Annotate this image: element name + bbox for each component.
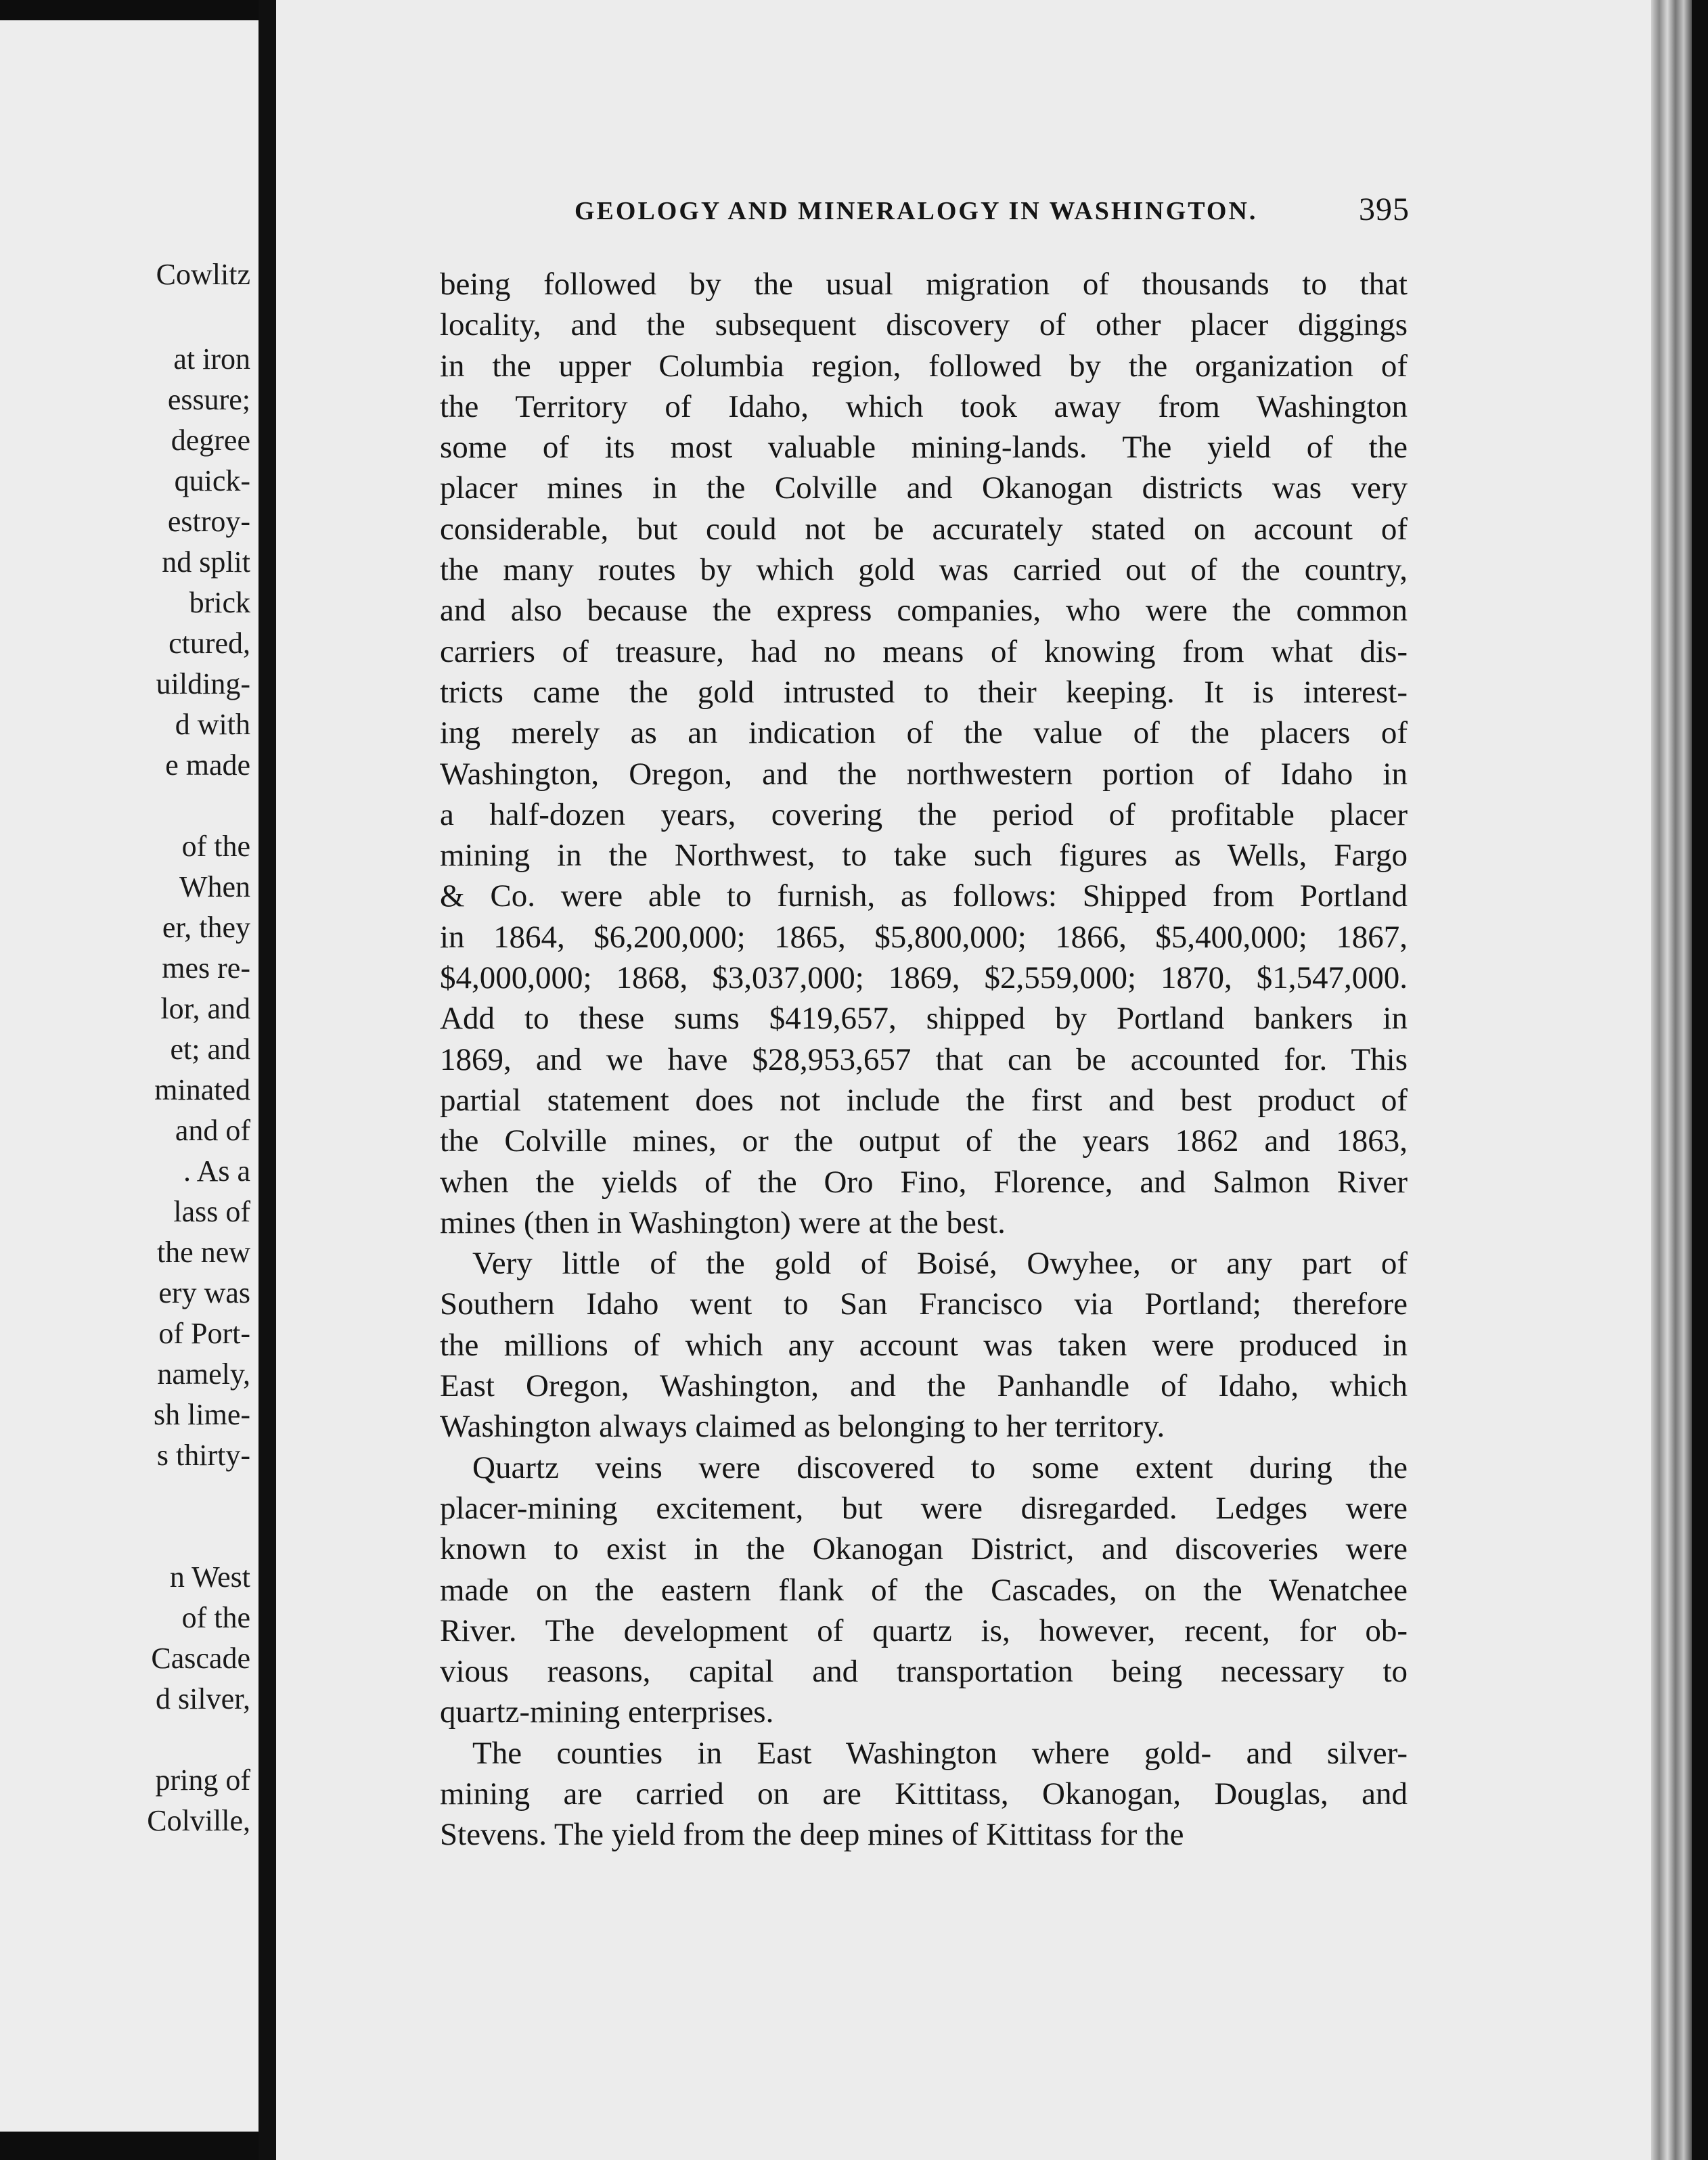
facing-page-line: Colville,	[147, 1804, 250, 1837]
facing-page-line: quick-	[174, 464, 250, 497]
book-gutter	[259, 0, 276, 2160]
text-line: ing merely as an indication of the value of the placers of	[440, 715, 1408, 751]
facing-page-line: brick	[189, 586, 250, 619]
text-line: mines (then in Washington) were at the best.	[440, 1205, 1006, 1240]
facing-page-line: lass of	[173, 1195, 250, 1228]
text-line: Washington always claimed as belonging to her territory.	[440, 1409, 1165, 1445]
text-line: 1869, and we have $28,953,657 that can be accounted for. This	[440, 1041, 1408, 1077]
text-line: The counties in East Washington where gold- and silver-	[472, 1735, 1408, 1771]
text-line: mining in the Northwest, to take such figures as Wells, Fargo	[440, 838, 1408, 874]
facing-page-line: e made	[165, 748, 250, 782]
text-line: the Territory of Idaho, which took away from Washington	[440, 388, 1408, 424]
text-line: made on the eastern flank of the Cascades, on the Wenatchee	[440, 1572, 1408, 1608]
facing-page-line: minated	[154, 1073, 250, 1106]
text-line: placer mines in the Colville and Okanogan districts was very	[440, 470, 1408, 506]
text-line: Add to these sums $419,657, shipped by Portland bankers in	[440, 1001, 1408, 1037]
page-edges	[1651, 0, 1692, 2160]
facing-page-line: er, they	[162, 911, 250, 944]
facing-page-line: d with	[175, 708, 250, 741]
facing-page-line: When	[179, 870, 250, 903]
facing-page-line: estroy-	[167, 505, 250, 538]
facing-page	[0, 20, 259, 2132]
text-line: East Oregon, Washington, and the Panhandle of Idaho, which	[440, 1368, 1408, 1404]
text-line: a half-dozen years, covering the period of profitable placer	[440, 796, 1408, 832]
text-line: considerable, but could not be accurately stated on account of	[440, 511, 1408, 547]
facing-page-line: degree	[171, 424, 250, 457]
facing-page-line: d silver,	[156, 1682, 250, 1715]
text-line: partial statement does not include the first and best product of	[440, 1082, 1408, 1118]
text-line: Quartz veins were discovered to some extent during the	[472, 1449, 1408, 1485]
text-line: the millions of which any account was taken were produced in	[440, 1327, 1408, 1363]
text-line: and also because the express companies, who were the common	[440, 593, 1408, 629]
text-line: tricts came the gold intrusted to their keeping. It is interest-	[440, 674, 1408, 710]
text-line: & Co. were able to furnish, as follows: Shipped from Portland	[440, 878, 1408, 914]
facing-page-line: namely,	[157, 1357, 250, 1391]
text-line: $4,000,000; 1868, $3,037,000; 1869, $2,559,000; 1870, $1,547,000.	[440, 960, 1408, 996]
text-line: quartz-mining enterprises.	[440, 1694, 774, 1730]
text-line: carriers of treasure, had no means of knowing from what dis-	[440, 633, 1408, 669]
facing-page-line: . As a	[183, 1154, 250, 1188]
text-line: River. The development of quartz is, however, recent, for ob-	[440, 1613, 1408, 1648]
facing-page-line: sh lime-	[154, 1398, 250, 1431]
facing-page-line: s thirty-	[156, 1439, 250, 1472]
facing-page-line: the new	[156, 1236, 250, 1269]
text-line: in the upper Columbia region, followed by the organization of	[440, 348, 1408, 384]
facing-page-line: lor, and	[160, 992, 250, 1025]
facing-page-line: of the	[181, 1601, 250, 1634]
facing-page-line: mes re-	[162, 951, 250, 985]
facing-page-line: n West	[169, 1560, 250, 1594]
facing-page-line: of the	[181, 830, 250, 863]
facing-page-line: Cowlitz	[156, 258, 250, 291]
text-line: Southern Idaho went to San Francisco via Portland; therefore	[440, 1286, 1408, 1322]
facing-page-line: essure;	[167, 383, 250, 416]
text-line: Very little of the gold of Boisé, Owyhee, or any part of	[472, 1246, 1408, 1282]
text-line: mining are carried on are Kittitass, Okanogan, Douglas, and	[440, 1776, 1408, 1812]
running-title: GEOLOGY AND MINERALOGY IN WASHINGTON.	[575, 197, 1258, 225]
facing-page-line: uilding-	[156, 667, 250, 700]
text-line: Washington, Oregon, and the northwestern portion of Idaho in	[440, 756, 1408, 792]
text-line: the Colville mines, or the output of the years 1862 and 1863,	[440, 1123, 1408, 1159]
text-line: in 1864, $6,200,000; 1865, $5,800,000; 1866, $5,400,000; 1867,	[440, 919, 1408, 955]
facing-page-line: ery was	[158, 1276, 250, 1309]
body-text	[440, 264, 1408, 1855]
facing-page-line: at iron	[173, 342, 250, 376]
text-line: placer-mining excitement, but were disregarded. Ledges were	[440, 1490, 1408, 1526]
text-line: known to exist in the Okanogan District, and discoveries were	[440, 1531, 1408, 1567]
page-number: 395	[1359, 192, 1410, 227]
page-header	[575, 192, 1410, 237]
text-line: when the yields of the Oro Fino, Florence, and Salmon River	[440, 1164, 1408, 1200]
facing-page-line: pring of	[155, 1763, 250, 1797]
text-line: some of its most valuable mining-lands. The yield of the	[440, 430, 1408, 466]
text-line: locality, and the subsequent discovery of other placer diggings	[440, 307, 1408, 343]
text-line: being followed by the usual migration of thousands to that	[440, 267, 1408, 302]
facing-page-line: nd split	[162, 545, 250, 579]
facing-page-line: ctured,	[168, 627, 250, 660]
facing-page-line: et; and	[170, 1033, 250, 1066]
text-line: Stevens. The yield from the deep mines of Kittitass for the	[440, 1817, 1184, 1853]
text-line: the many routes by which gold was carried out of the country,	[440, 552, 1408, 588]
facing-page-line: Cascade	[151, 1642, 250, 1675]
facing-page-line: and of	[175, 1114, 250, 1147]
facing-page-line: of Port-	[158, 1317, 250, 1350]
text-line: vious reasons, capital and transportation being necessary to	[440, 1654, 1408, 1690]
